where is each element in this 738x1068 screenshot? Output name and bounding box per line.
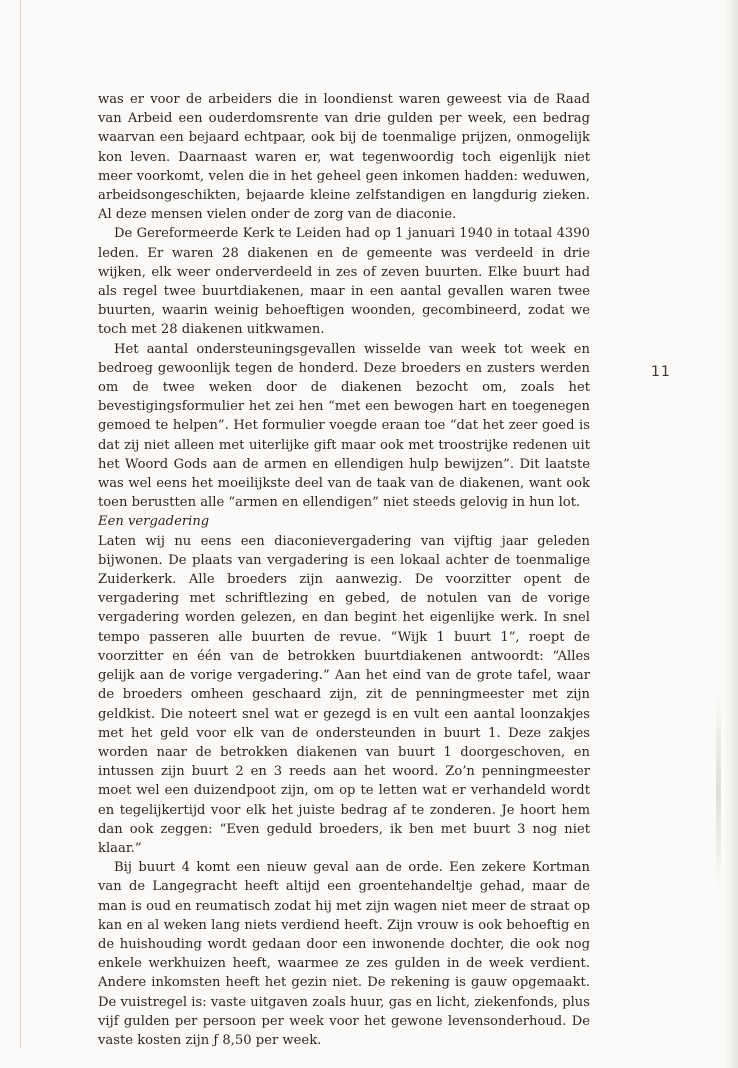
paragraph-5: Bij buurt 4 komt een nieuw geval aan de orde. Een zekere Kortman van de Langegracht heeft altijd een groentehandeltje gehad, maar de man is oud en reumatisch zodat hij met zijn wagen niet meer de straat op kan en al weken lang niets verdiend heeft. Zijn vrouw is ook behoeftig en de huishouding wordt gedaan door een inwonende dochter, die ook nog enkele werkhuizen heeft, waarmee ze zes gulden in de week verdient. Andere inkomsten heeft het gezin niet. De rekening is gauw opgemaakt. De vuistregel is: vaste uitgaven zoals huur, gas en licht, ziekenfonds, plus vijf gulden per persoon per week voor het gewone levensonderhoud. De vaste kosten zijn ƒ 8,50 per week. bbox=[98, 860, 590, 1048]
body-text bbox=[98, 90, 590, 1050]
spine-line bbox=[20, 0, 21, 1048]
paragraph-3: Het aantal ondersteuningsgevallen wisselde van week tot week en bedroeg gewoonlijk tegen de honderd. Deze broeders en zusters werden om de twee weken door de diakenen bezocht om, zoals het bevestigingsformulier het zei hen “met een bewogen hart en toegenegen gemoed te helpen”. Het formulier voegde eraan toe “dat het zeer goed is dat zij niet alleen met uiterlijke gift maar ook met troostrijke redenen uit het Woord Gods aan de armen en ellendigen hulp bewijzen”. Dit laatste was wel eens het moeilijkste deel van de taak van de diakenen, want ook toen berustten alle “armen en ellendigen” niet steeds gelovig in hun lot. bbox=[98, 341, 590, 511]
paragraph-1: was er voor de arbeiders die in loondienst waren geweest via de Raad van Arbeid een ouderdomsrente van drie gulden per week, een bedrag waarvan een bejaard echtpaar, ook bij de toenmalige prijzen, onmogelijk kon leven. Daarnaast waren er, wat tegenwoordig toch eigenlijk niet meer voorkomt, velen die in het geheel geen inkomen hadden: weduwen, arbeidsongeschikten, bejaarde kleine zelfstandigen en langdurig zieken. Al deze mensen vielen onder de zorg van de diaconie. bbox=[98, 92, 590, 223]
page-number: 11 bbox=[651, 364, 671, 380]
section-heading: Een vergadering bbox=[98, 514, 210, 530]
paragraph-2: De Gereformeerde Kerk te Leiden had op 1 januari 1940 in totaal 4390 leden. Er waren 28 diakenen en de gemeente was verdeeld in drie wijken, elk weer onderverdeeld in zes of zeven buurten. Elke buurt had als regel twee buurtdiakenen, maar in een aantal gevallen waren twee buurten, waarin weinig behoeftigen woonden, gecombineerd, zodat we toch met 28 diakenen uitkwamen. bbox=[98, 226, 590, 338]
page-edge-mark bbox=[716, 690, 721, 890]
paragraph-4: Laten wij nu eens een diaconievergadering van vijftig jaar geleden bijwonen. De plaats van vergadering is een lokaal achter de toenmalige Zuiderkerk. Alle broeders zijn aanwezig. De voorzitter opent de vergadering met schriftlezing en gebed, de notulen van de vorige vergadering worden gelezen, en dan begint het eigenlijke werk. In snel tempo passeren alle buurten de revue. “Wijk 1 buurt 1”, roept de voorzitter en één van de betrokken buurtdiakenen antwoordt: “Alles gelijk aan de vorige vergadering.” Aan het eind van de grote tafel, waar de broeders omheen geschaard zijn, zit de penningmeester met zijn geldkist. Die noteert snel wat er gezegd is en vult een aantal loonzakjes met het geld voor elk van de ondersteunden in buurt 1. Deze zakjes worden naar de betrokken diakenen van buurt 1 doorgeschoven, en intussen zijn buurt 2 en 3 reeds aan het woord. Zo’n penningmeester moet wel een duizendpoot zijn, om op te letten wat er verhandeld wordt en tegelijkertijd voor elk het juiste bedrag af te zonderen. Je hoort hem dan ook zeggen: “Even geduld broeders, ik ben met buurt 3 nog niet klaar.” bbox=[98, 533, 590, 856]
page-edge-shadow bbox=[724, 0, 738, 1068]
